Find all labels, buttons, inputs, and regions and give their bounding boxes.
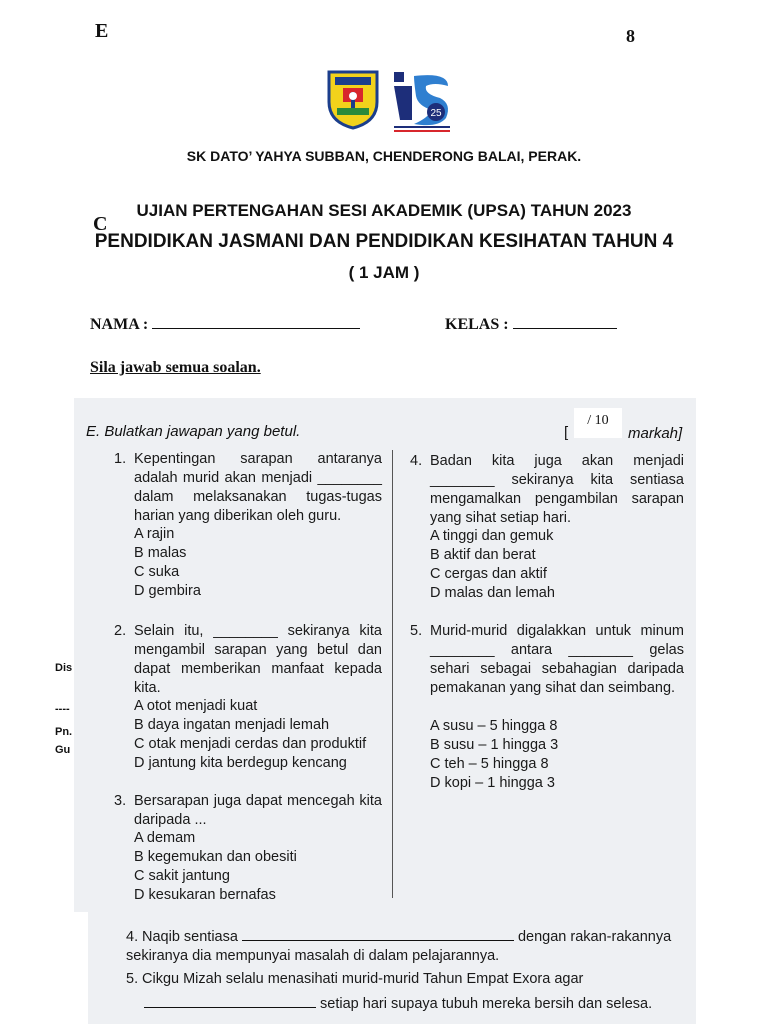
option-c[interactable]: C suka xyxy=(134,564,180,580)
answer-blank[interactable] xyxy=(242,930,514,941)
column-divider xyxy=(392,450,393,898)
option-c[interactable]: C teh – 5 hingga 8 xyxy=(430,756,549,772)
fill-item-4 xyxy=(126,928,686,968)
kelas-label: KELAS : xyxy=(445,316,509,333)
margin-note: Dis xyxy=(55,662,73,674)
subject-title: PENDIDIKAN JASMANI DAN PENDIDIKAN KESIHATAN TAHUN 4 xyxy=(94,231,674,252)
option-a[interactable]: A tinggi dan gemuk xyxy=(430,528,554,544)
markah-label: markah] xyxy=(628,425,683,442)
margin-note: Pn. xyxy=(55,726,73,738)
svg-text:25: 25 xyxy=(430,108,442,119)
answer-blank[interactable] xyxy=(144,997,316,1008)
fill-item-line2: sekiranya dia mempunyai masalah di dalam pelajarannya. xyxy=(126,948,500,964)
item-number: 5. xyxy=(126,971,139,987)
option-d[interactable]: D malas dan lemah xyxy=(430,585,555,601)
nama-label: NAMA : xyxy=(90,316,149,333)
question-stem: Kepentingan sarapan antaranya adalah murid akan menjadi ________ dalam melaksanakan tugas-tugas harian yang diberikan oleh guru. xyxy=(134,451,382,524)
question-number: 2. xyxy=(114,623,127,639)
option-c[interactable]: C otak menjadi cerdas dan produktif xyxy=(134,736,367,752)
nama-field[interactable] xyxy=(90,314,360,334)
margin-note: Gu xyxy=(55,744,71,756)
question-stem: Badan kita juga akan menjadi ________ sekiranya kita sentiasa mengamalkan pengambilan sarapan yang sihat setiap hari. xyxy=(430,453,684,526)
kelas-blank[interactable] xyxy=(513,314,617,329)
question-4 xyxy=(410,452,686,602)
question-stem: Selain itu, ________ sekiranya kita mengambil sarapan yang betul dan dapat memberikan manfaat kepada kita. xyxy=(134,623,382,696)
option-a[interactable]: A otot menjadi kuat xyxy=(134,698,258,714)
question-5 xyxy=(410,622,686,794)
exam-duration: ( 1 JAM ) xyxy=(348,263,420,282)
question-number: 5. xyxy=(410,623,423,639)
question-number: 3. xyxy=(114,793,127,809)
question-2 xyxy=(114,622,384,777)
option-c[interactable]: C sakit jantung xyxy=(134,868,230,884)
fill-item-line2-wrap: setiap hari supaya tubuh mereka bersih dan selesa. xyxy=(144,995,652,1014)
question-stem: Bersarapan juga dapat mencegah kita daripada ... xyxy=(134,793,382,828)
option-d[interactable]: D kesukaran bernafas xyxy=(134,887,276,903)
section-title: E. Bulatkan jawapan yang betul. xyxy=(86,423,301,440)
option-d[interactable]: D kopi – 1 hingga 3 xyxy=(430,775,555,791)
question-number: 4. xyxy=(410,453,423,469)
option-d[interactable]: D gembira xyxy=(134,583,201,599)
page-number: 8 xyxy=(626,26,635,46)
option-a[interactable]: A susu – 5 hingga 8 xyxy=(430,718,558,734)
option-c[interactable]: C cergas dan aktif xyxy=(430,566,547,582)
score-bracket: [ xyxy=(564,424,569,441)
option-b[interactable]: B malas xyxy=(134,545,187,561)
score-box[interactable]: / 10 xyxy=(574,408,622,438)
fill-item-text: Cikgu Mizah selalu menasihati murid-murid Tahun Empat Exora agar xyxy=(142,971,584,987)
option-b[interactable]: B susu – 1 hingga 3 xyxy=(430,737,559,753)
corner-letter-c: C xyxy=(93,213,108,235)
option-b[interactable]: B daya ingatan menjadi lemah xyxy=(134,717,330,733)
question-stem: Murid-murid digalakkan untuk minum ________ antara ________ gelas sehari sebagai sebahagian daripada pemakanan yang sihat dan seimbang. xyxy=(430,623,684,696)
fill-item-text: Naqib sentiasa dengan rakan-rakannya xyxy=(142,929,672,945)
nama-blank[interactable] xyxy=(152,314,360,329)
fill-item-5 xyxy=(126,970,686,1012)
option-b[interactable]: B kegemukan dan obesiti xyxy=(134,849,297,865)
ts25-logo-icon xyxy=(390,68,454,139)
corner-letter-e: E xyxy=(95,20,109,42)
option-a[interactable]: A rajin xyxy=(134,526,175,542)
school-name: SK DATO’ YAHYA SUBBAN, CHENDERONG BALAI, PERAK. xyxy=(186,148,582,164)
option-a[interactable]: A demam xyxy=(134,830,196,846)
instruction: Sila jawab semua soalan. xyxy=(90,359,261,376)
kelas-field[interactable] xyxy=(445,314,617,334)
question-number: 1. xyxy=(114,451,127,467)
question-1 xyxy=(114,450,384,600)
question-3 xyxy=(114,792,384,907)
exam-title: UJIAN PERTENGAHAN SESI AKADEMIK (UPSA) TAHUN 2023 xyxy=(136,201,632,220)
school-crest-icon xyxy=(325,68,381,135)
item-number: 4. xyxy=(126,929,139,945)
margin-note: ---- xyxy=(55,703,70,715)
option-d[interactable]: D jantung kita berdegup kencang xyxy=(134,755,347,771)
option-b[interactable]: B aktif dan berat xyxy=(430,547,536,563)
